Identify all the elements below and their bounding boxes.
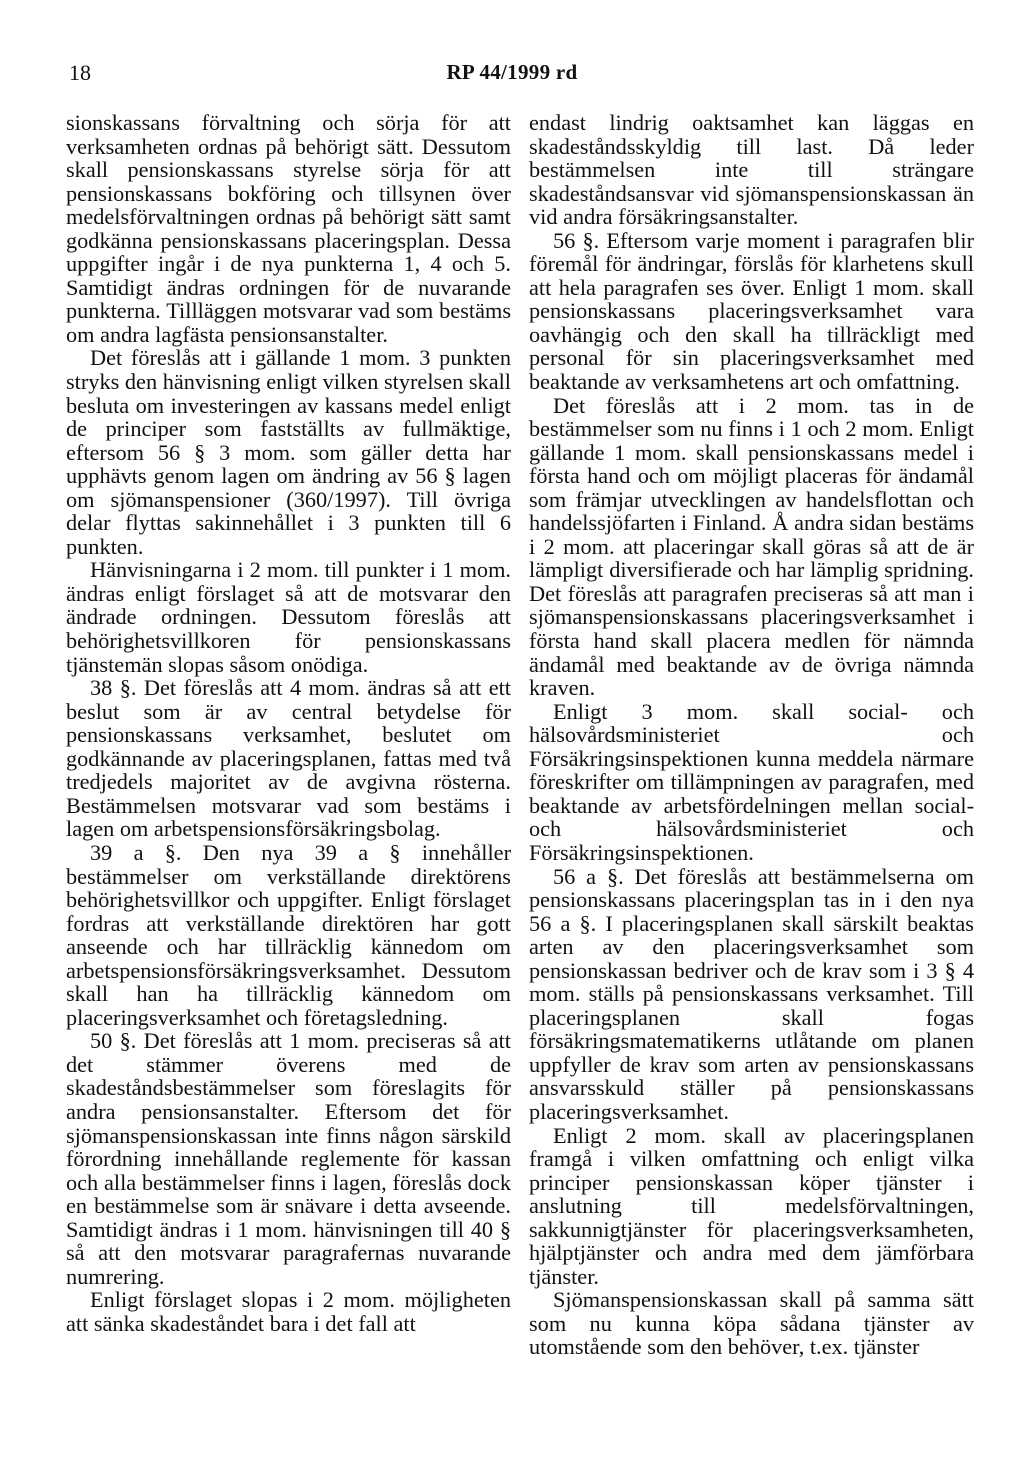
paragraph: 56 a §. Det föreslås att bestämmelserna om pensionskassans placeringsplan tas in i den nya 56 a §. I placeringsplanen skall särskilt beaktas arten av den placeringsverksamhet som pensionskassan bedriver och de krav som i 3 § 4 mom. ställs på pensionskassans verksamhet. Till placeringsplanen skall fogas försäkringsmatematikerns utlåtande om planen uppfyller de krav som arten av pensionskassans ansvarsskuld ställer på pensionskassans placeringsverksamhet. — [529, 863, 974, 1124]
paragraph: Enligt 3 mom. skall social- och hälsovårdsministeriet och Försäkringsinspektionen kunna meddela närmare föreskrifter om tillämpningen av paragrafen, med beaktande av arbetsfördelningen mellan social- och hälsovårdsministeriet och Försäkringsinspektionen. — [529, 698, 974, 865]
paragraph: 39 a §. Den nya 39 a § innehåller bestämmelser om verkställande direktörens behörighetsvillkor och uppgifter. Enligt förslaget fordras att verkställande direktören har gott anseende och har tillräcklig kännedom om arbetspensionsförsäkringsverksamhet. Dessutom skall han ha tillräcklig kännedom om placeringsverksamhet och företagsledning. — [66, 839, 511, 1030]
paragraph: Hänvisningarna i 2 mom. till punkter i 1 mom. ändras enligt förslaget så att de motsvarar den ändrade ordningen. Dessutom föreslås att behörighetsvillkoren för pensionskassans tjänstemän slopas såsom onödiga. — [66, 557, 511, 677]
paragraph: Sjömanspensionskassan skall på samma sätt som nu kunna köpa sådana tjänster av utomstående som den behöver, t.ex. tjänster — [529, 1287, 974, 1360]
paragraph: endast lindrig oaktsamhet kan läggas en skadeståndsskyldig till last. Då leder bestämmelsen inte till strängare skadeståndsansvar vid sjömanspensionskassan än vid andra försäkringsanstalter. — [529, 110, 974, 230]
paragraph: 38 §. Det föreslås att 4 mom. ändras så att ett beslut som är av central betydelse för pensionskassans verksamhet, beslutet om godkännande av placeringsplanen, fattas med två tredjedels majoritet av de avgivna rösterna. Bestämmelsen motsvarar vad som bestäms i lagen om arbetspensionsförsäkringsbolag. — [66, 675, 511, 842]
right-column — [529, 111, 974, 1359]
page-number: 18 — [69, 60, 91, 85]
paragraph: Det föreslås att i 2 mom. tas in de bestämmelser som nu finns i 1 och 2 mom. Enligt gällande 1 mom. skall pensionskassans medel i första hand och om möjligt placeras för ändamål som främjar utvecklingen av handelsflottan och handelssjöfarten i Finland. Å andra sidan bestäms i 2 mom. att placeringar skall göras så att de är lämpligt diversifierade och har lämplig spridning. Det föreslås att paragrafen preciseras så att man i sjömanspensionskassans placeringsverksamhet i första hand skall placera medlen för nämnda ändamål med beaktande av de övriga nämnda kraven. — [529, 392, 974, 701]
paragraph: Enligt förslaget slopas i 2 mom. möjligheten att sänka skadeståndet bara i det fall att — [66, 1287, 511, 1336]
paragraph: 56 §. Eftersom varje moment i paragrafen blir föremål för ändringar, förslås för klarhetens skull att hela paragrafen ses över. Enligt 1 mom. skall pensionskassans placeringsverksamhet vara oavhängig och den skall ha tillräckligt med personal för sin placeringsverksamhet med beaktande av verksamhetens art och omfattning. — [529, 227, 974, 395]
paragraph: 50 §. Det föreslås att 1 mom. preciseras så att det stämmer överens med de skadeståndsbestämmelser som föreslagits för andra pensionsanstalter. Eftersom det för sjömanspensionskassan inte finns någon särskild förordning innehållande reglemente för kassan och alla bestämmelser finns i lagen, föreslås dock en bestämmelse som är snävare i detta avseende. Samtidigt ändras i 1 mom. hänvisningen till 40 § så att den motsvarar paragrafernas nuvarande numrering. — [66, 1028, 511, 1289]
paragraph: sionskassans förvaltning och sörja för att verksamheten ordnas på behörigt sätt. Dessutom skall pensionskassans styrelse sörja för att pensionskassans bokföring och tillsynen över medelsförvaltningen ordnas på behörigt sätt samt godkänna pensionskassans placeringsplan. Dessa uppgifter ingår i de nya punkterna 1, 4 och 5. Samtidigt ändras ordningen för de nuvarande punkterna. Tillläggen motsvarar vad som bestäms om andra lagfästa pensionsanstalter. — [66, 110, 511, 347]
left-column — [66, 111, 511, 1335]
paragraph: Det föreslås att i gällande 1 mom. 3 punkten stryks den hänvisning enligt vilken styrelsen skall besluta om investeringen av kassans medel enligt de principer som fastställts av fullmäktige, eftersom 56 § 3 mom. som gäller detta har upphävts genom lagen om ändring av 56 § lagen om sjömanspensioner (360/1997). Till övriga delar flyttas sakinnehållet i 3 punkten till 6 punkten. — [66, 345, 511, 559]
running-title: RP 44/1999 rd — [446, 60, 578, 84]
paragraph: Enligt 2 mom. skall av placeringsplanen framgå i vilken omfattning och enligt vilka principer pensionskassan köper tjänster i anslutning till medelsförvaltningen, sakkunnigtjänster för placeringsverksamheten, hjälptjänster och andra med dem jämförbara tjänster. — [529, 1122, 974, 1289]
